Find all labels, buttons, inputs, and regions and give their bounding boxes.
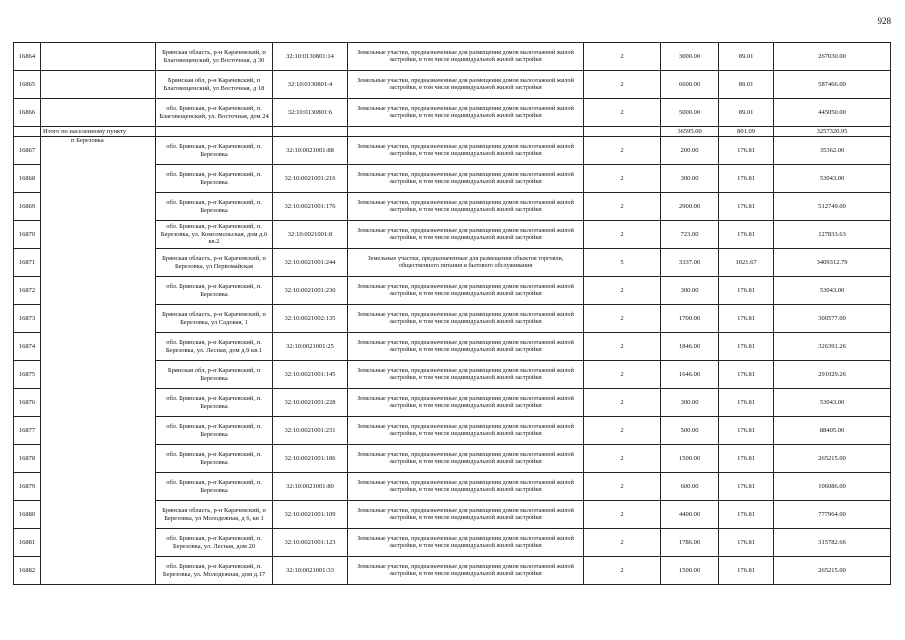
area-cell: 1646.00 <box>661 361 719 389</box>
settlement-name: п Березовка <box>41 137 156 585</box>
group-cell: 5 <box>584 249 661 277</box>
address-cell: Брянская область, р-н Карачевский, п Благовещенский, ул Восточная, д 30 <box>156 43 273 71</box>
address-cell <box>156 127 273 137</box>
cadastral-number-cell: 32:10:0021001:216 <box>273 165 348 193</box>
cadastral-value-cell: 267030.00 <box>774 43 891 71</box>
rate-cell: 176.81 <box>719 333 774 361</box>
group-cell: 2 <box>584 557 661 585</box>
subtotal-rate: 801.09 <box>719 127 774 137</box>
cadastral-value-cell: 445050.00 <box>774 99 891 127</box>
cadastral-value-cell: 777964.00 <box>774 501 891 529</box>
area-cell: 1500.00 <box>661 445 719 473</box>
area-cell: 1846.00 <box>661 333 719 361</box>
cadastral-number-cell: 32:10:0021001:123 <box>273 529 348 557</box>
subtotal-row <box>14 127 891 137</box>
row-number: 16881 <box>14 529 41 557</box>
cadastral-number-cell: 32:10:0021001:176 <box>273 193 348 221</box>
row-number: 16879 <box>14 473 41 501</box>
cadastral-number-cell: 32:10:0130801:14 <box>273 43 348 71</box>
table-row <box>14 99 891 127</box>
land-use-cell: Земельные участки, предназначенные для размещения объектов торговли, общественного питания и бытового обслуживания <box>348 249 584 277</box>
group-cell: 2 <box>584 305 661 333</box>
rate-cell: 176.81 <box>719 193 774 221</box>
cadastral-value-cell: 53043.00 <box>774 277 891 305</box>
row-number: 16872 <box>14 277 41 305</box>
address-cell: обл. Брянская, р-н Карачевский, п. Березовка <box>156 165 273 193</box>
cadastral-number-cell: 32:10:0130801:6 <box>273 99 348 127</box>
land-use-cell: Земельные участки, предназначенные для размещения домов малоэтажной жилой застройки, в том числе индивидуальной жилой застройки <box>348 473 584 501</box>
row-number: 16875 <box>14 361 41 389</box>
area-cell: 4400.00 <box>661 501 719 529</box>
address-cell: обл. Брянская, р-н Карачевский, п. Березовка <box>156 389 273 417</box>
page-number: 928 <box>877 16 891 26</box>
address-cell: Брянская обл, р-н Карачевский, п Благовещенский, ул Восточная, д 18 <box>156 71 273 99</box>
address-cell: обл. Брянская, р-н Карачевский, п. Березовка, ул. Лесная, дом д.9 кв.1 <box>156 333 273 361</box>
register-body <box>14 43 891 585</box>
cadastral-number-cell: 32:10:0021001:186 <box>273 445 348 473</box>
address-cell: Брянская область, р-н Карачевский, п Березовка, ул Садовая, 1 <box>156 305 273 333</box>
cadastral-number-cell: 32:10:0021001:228 <box>273 389 348 417</box>
rate-cell: 176.81 <box>719 277 774 305</box>
cadastral-number-cell: 32:10:0021001:33 <box>273 557 348 585</box>
group-cell: 2 <box>584 277 661 305</box>
rate-cell: 176.81 <box>719 305 774 333</box>
rate-cell: 89.01 <box>719 43 774 71</box>
row-number: 16867 <box>14 137 41 165</box>
cadastral-number-cell: 32:10:0021001:80 <box>273 473 348 501</box>
group-cell: 2 <box>584 445 661 473</box>
area-cell: 300.00 <box>661 277 719 305</box>
address-cell: обл. Брянская, р-н Карачевский, п. Березовка, ул. Лесная, дом 20 <box>156 529 273 557</box>
cadastral-value-cell: 53043.00 <box>774 389 891 417</box>
rate-cell: 176.81 <box>719 473 774 501</box>
group-cell: 2 <box>584 501 661 529</box>
rate-cell: 176.81 <box>719 221 774 249</box>
land-use-cell: Земельные участки, предназначенные для размещения домов малоэтажной жилой застройки, в том числе индивидуальной жилой застройки <box>348 557 584 585</box>
rate-cell: 176.81 <box>719 417 774 445</box>
cadastral-value-cell: 326391.26 <box>774 333 891 361</box>
land-use-cell: Земельные участки, предназначенные для размещения домов малоэтажной жилой застройки, в том числе индивидуальной жилой застройки <box>348 221 584 249</box>
group-cell: 2 <box>584 165 661 193</box>
land-use-cell: Земельные участки, предназначенные для размещения домов малоэтажной жилой застройки, в том числе индивидуальной жилой застройки <box>348 529 584 557</box>
rate-cell: 89.01 <box>719 99 774 127</box>
address-cell: обл. Брянская, р-н Карачевский, п. Березовка <box>156 137 273 165</box>
land-use-cell: Земельные участки, предназначенные для размещения домов малоэтажной жилой застройки, в том числе индивидуальной жилой застройки <box>348 501 584 529</box>
row-number: 16866 <box>14 99 41 127</box>
land-use-cell: Земельные участки, предназначенные для размещения домов малоэтажной жилой застройки, в том числе индивидуальной жилой застройки <box>348 333 584 361</box>
area-cell: 500.00 <box>661 417 719 445</box>
table-row <box>14 71 891 99</box>
area-cell: 200.00 <box>661 137 719 165</box>
group-cell: 2 <box>584 137 661 165</box>
cadastral-number-cell: 32:10:0021001:8 <box>273 221 348 249</box>
row-number: 16880 <box>14 501 41 529</box>
settlement-cell <box>41 43 156 71</box>
rate-cell: 176.81 <box>719 165 774 193</box>
rate-cell: 176.81 <box>719 389 774 417</box>
group-cell <box>584 127 661 137</box>
cadastral-number-cell: 32:10:0021001:231 <box>273 417 348 445</box>
land-use-cell: Земельные участки, предназначенные для размещения домов малоэтажной жилой застройки, в том числе индивидуальной жилой застройки <box>348 277 584 305</box>
row-number <box>14 127 41 137</box>
rate-cell: 176.81 <box>719 529 774 557</box>
address-cell: Брянская обл, р-н Карачевский, п Березовка <box>156 361 273 389</box>
address-cell: Брянская область, р-н Карачевский, п Березовка, ул Первомайская <box>156 249 273 277</box>
area-cell: 3000.00 <box>661 43 719 71</box>
row-number: 16873 <box>14 305 41 333</box>
group-cell: 2 <box>584 221 661 249</box>
row-number: 16877 <box>14 417 41 445</box>
cadastral-value-cell: 53043.00 <box>774 165 891 193</box>
cadastral-value-cell: 88405.00 <box>774 417 891 445</box>
table-row <box>14 43 891 71</box>
area-cell: 300.00 <box>661 389 719 417</box>
cadastral-number-cell: 32:10:0021001:88 <box>273 137 348 165</box>
cadastral-value-cell: 265215.00 <box>774 557 891 585</box>
area-cell: 5000.00 <box>661 99 719 127</box>
cadastral-number-cell: 32:10:0021002:135 <box>273 305 348 333</box>
area-cell: 1700.00 <box>661 305 719 333</box>
address-cell: обл. Брянская, р-н Карачевский, п. Березовка, ул. Комсомольская, дом д.6 кв.2 <box>156 221 273 249</box>
cadastral-number-cell <box>273 127 348 137</box>
group-cell: 2 <box>584 529 661 557</box>
row-number: 16869 <box>14 193 41 221</box>
cadastral-value-cell: 300577.00 <box>774 305 891 333</box>
row-number: 16865 <box>14 71 41 99</box>
address-cell: Брянская область, р-н Карачевский, п Березовка, ул Молодежная, д 6, кв 1 <box>156 501 273 529</box>
row-number: 16871 <box>14 249 41 277</box>
address-cell: обл. Брянская, р-н Карачевский, п. Березовка <box>156 473 273 501</box>
rate-cell: 89.01 <box>719 71 774 99</box>
land-use-cell: Земельные участки, предназначенные для размещения домов малоэтажной жилой застройки, в том числе индивидуальной жилой застройки <box>348 361 584 389</box>
land-use-cell: Земельные участки, предназначенные для размещения домов малоэтажной жилой застройки, в том числе индивидуальной жилой застройки <box>348 305 584 333</box>
land-use-cell: Земельные участки, предназначенные для размещения домов малоэтажной жилой застройки, в том числе индивидуальной жилой застройки <box>348 165 584 193</box>
address-cell: обл. Брянская, р-н Карачевский, п. Березовка <box>156 417 273 445</box>
land-use-cell: Земельные участки, предназначенные для размещения домов малоэтажной жилой застройки, в том числе индивидуальной жилой застройки <box>348 389 584 417</box>
group-cell: 2 <box>584 333 661 361</box>
group-cell: 2 <box>584 361 661 389</box>
row-number: 16870 <box>14 221 41 249</box>
subtotal-area: 36595.00 <box>661 127 719 137</box>
land-plot-register-table <box>13 42 891 585</box>
group-cell: 2 <box>584 473 661 501</box>
land-use-cell: Земельные участки, предназначенные для размещения домов малоэтажной жилой застройки, в том числе индивидуальной жилой застройки <box>348 193 584 221</box>
row-number: 16868 <box>14 165 41 193</box>
cadastral-value-cell: 512749.00 <box>774 193 891 221</box>
row-number: 16882 <box>14 557 41 585</box>
area-cell: 300.00 <box>661 165 719 193</box>
row-number: 16878 <box>14 445 41 473</box>
land-use-cell: Земельные участки, предназначенные для размещения домов малоэтажной жилой застройки, в том числе индивидуальной жилой застройки <box>348 43 584 71</box>
cadastral-value-cell: 587466.00 <box>774 71 891 99</box>
land-use-cell: Земельные участки, предназначенные для размещения домов малоэтажной жилой застройки, в том числе индивидуальной жилой застройки <box>348 445 584 473</box>
cadastral-number-cell: 32:10:0021001:244 <box>273 249 348 277</box>
rate-cell: 1021.67 <box>719 249 774 277</box>
rate-cell: 176.81 <box>719 361 774 389</box>
cadastral-number-cell: 32:10:0130801:4 <box>273 71 348 99</box>
land-use-cell: Земельные участки, предназначенные для размещения домов малоэтажной жилой застройки, в том числе индивидуальной жилой застройки <box>348 99 584 127</box>
group-cell: 2 <box>584 417 661 445</box>
area-cell: 1786.00 <box>661 529 719 557</box>
area-cell: 2900.00 <box>661 193 719 221</box>
cadastral-value-cell: 291029.26 <box>774 361 891 389</box>
group-cell: 2 <box>584 193 661 221</box>
group-cell: 2 <box>584 389 661 417</box>
subtotal-label: Итого по населенному пункту <box>41 127 156 137</box>
cadastral-value-cell: 3409312.79 <box>774 249 891 277</box>
area-cell: 6600.00 <box>661 71 719 99</box>
settlement-cell <box>41 99 156 127</box>
rate-cell: 176.81 <box>719 137 774 165</box>
address-cell: обл. Брянская, р-н Карачевский, п. Березовка <box>156 193 273 221</box>
row-number: 16874 <box>14 333 41 361</box>
rate-cell: 176.81 <box>719 557 774 585</box>
row-number: 16876 <box>14 389 41 417</box>
cadastral-value-cell: 127833.63 <box>774 221 891 249</box>
area-cell: 3337.00 <box>661 249 719 277</box>
area-cell: 723.00 <box>661 221 719 249</box>
cadastral-value-cell: 315782.66 <box>774 529 891 557</box>
cadastral-number-cell: 32:10:0021001:25 <box>273 333 348 361</box>
table-row <box>14 137 891 165</box>
subtotal-value: 3257320.95 <box>774 127 891 137</box>
cadastral-value-cell: 35362.00 <box>774 137 891 165</box>
cadastral-number-cell: 32:10:0021001:109 <box>273 501 348 529</box>
address-cell: обл. Брянская, р-н Карачевский, п. Березовка <box>156 445 273 473</box>
rate-cell: 176.81 <box>719 445 774 473</box>
group-cell: 2 <box>584 71 661 99</box>
cadastral-value-cell: 106086.00 <box>774 473 891 501</box>
address-cell: обл. Брянская, р-н Карачевский, п. Благовещенский, ул. Восточная, дом 24 <box>156 99 273 127</box>
row-number: 16864 <box>14 43 41 71</box>
area-cell: 1500.00 <box>661 557 719 585</box>
address-cell: обл. Брянская, р-н Карачевский, п. Березовка, ул. Молодежная, дом д.17 <box>156 557 273 585</box>
group-cell: 2 <box>584 43 661 71</box>
area-cell: 600.00 <box>661 473 719 501</box>
cadastral-value-cell: 265215.00 <box>774 445 891 473</box>
land-use-cell: Земельные участки, предназначенные для размещения домов малоэтажной жилой застройки, в том числе индивидуальной жилой застройки <box>348 137 584 165</box>
settlement-cell <box>41 71 156 99</box>
rate-cell: 176.81 <box>719 501 774 529</box>
land-use-cell: Земельные участки, предназначенные для размещения домов малоэтажной жилой застройки, в том числе индивидуальной жилой застройки <box>348 71 584 99</box>
group-cell: 2 <box>584 99 661 127</box>
land-use-cell: Земельные участки, предназначенные для размещения домов малоэтажной жилой застройки, в том числе индивидуальной жилой застройки <box>348 417 584 445</box>
address-cell: обл. Брянская, р-н Карачевский, п. Березовка <box>156 277 273 305</box>
cadastral-number-cell: 32:10:0021001:145 <box>273 361 348 389</box>
land-use-cell <box>348 127 584 137</box>
cadastral-number-cell: 32:10:0021001:230 <box>273 277 348 305</box>
